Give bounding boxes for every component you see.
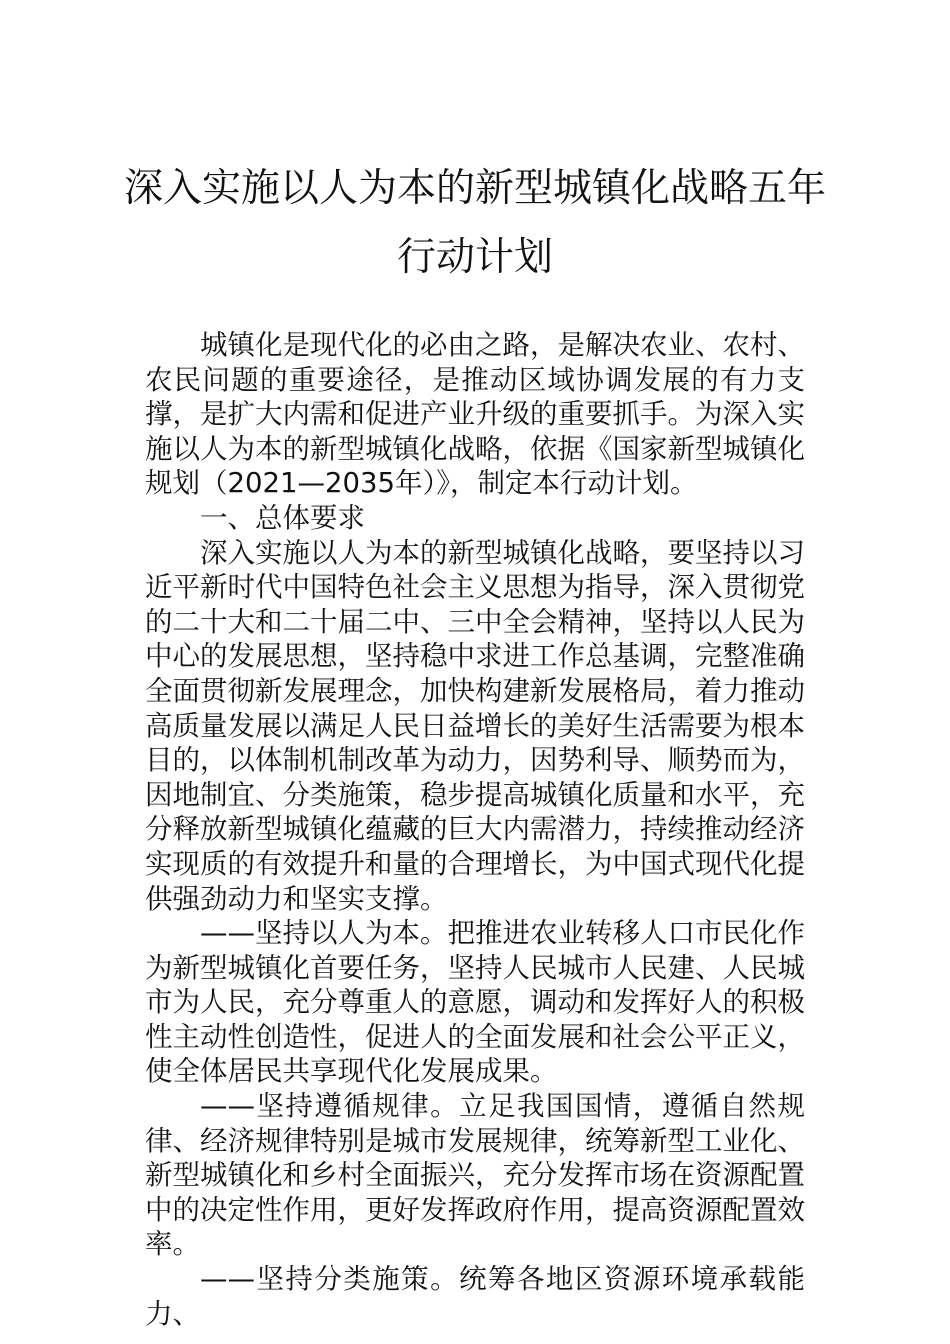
document-body (145, 328, 805, 1331)
general-requirements-paragraph: 深入实施以人为本的新型城镇化战略，要坚持以习近平新时代中国特色社会主义思想为指导，深入贯彻党的二十大和二十届二中、三中全会精神，坚持以人民为中心的发展思想，坚持稳中求进工作总基调，完整准确全面贯彻新发展理念，加快构建新发展格局，着力推动高质量发展以满足人民日益增长的美好生活需要为根本目的，以体制机制改革为动力，因势利导、顺势而为，因地制宜、分类施策，稳步提高城镇化质量和水平，充分释放新型城镇化蕴藏的巨大内需潜力，持续推动经济实现质的有效提升和量的合理增长，为中国式现代化提供强劲动力和坚实支撑。 (145, 536, 805, 915)
principle-follow-laws: ——坚持遵循规律。立足我国国情，遵循自然规律、经济规律特别是城市发展规律，统筹新型工业化、新型城镇化和乡村全面振兴，充分发挥市场在资源配置中的决定性作用，更好发挥政府作用，提高资源配置效率。 (145, 1090, 805, 1261)
document-title-line-2: 行动计划 (396, 235, 553, 280)
section-heading: 一、总体要求 (200, 501, 365, 534)
principle-classified-policies: ——坚持分类施策。统筹各地区资源环境承载能力、 (145, 1263, 805, 1330)
principle-people-oriented: ——坚持以人为本。把推进农业转移人口市民化作为新型城镇化首要任务，坚持人民城市人民建、人民城市为人民，充分尊重人的意愿，调动和发挥好人的积极性主动性创造性，促进人的全面发展和社会公平正义，使全体居民共享现代化发展成果。 (145, 917, 805, 1088)
intro-paragraph: 城镇化是现代化的必由之路，是解决农业、农村、农民问题的重要途径，是推动区域协调发展的有力支撑，是扩大内需和促进产业升级的重要抓手。为深入实施以人为本的新型城镇化战略，依据《国家新型城镇化规划（2021—2035年）》，制定本行动计划。 (145, 329, 805, 500)
document-title-line-1: 深入实施以人为本的新型城镇化战略五年 (123, 166, 826, 211)
